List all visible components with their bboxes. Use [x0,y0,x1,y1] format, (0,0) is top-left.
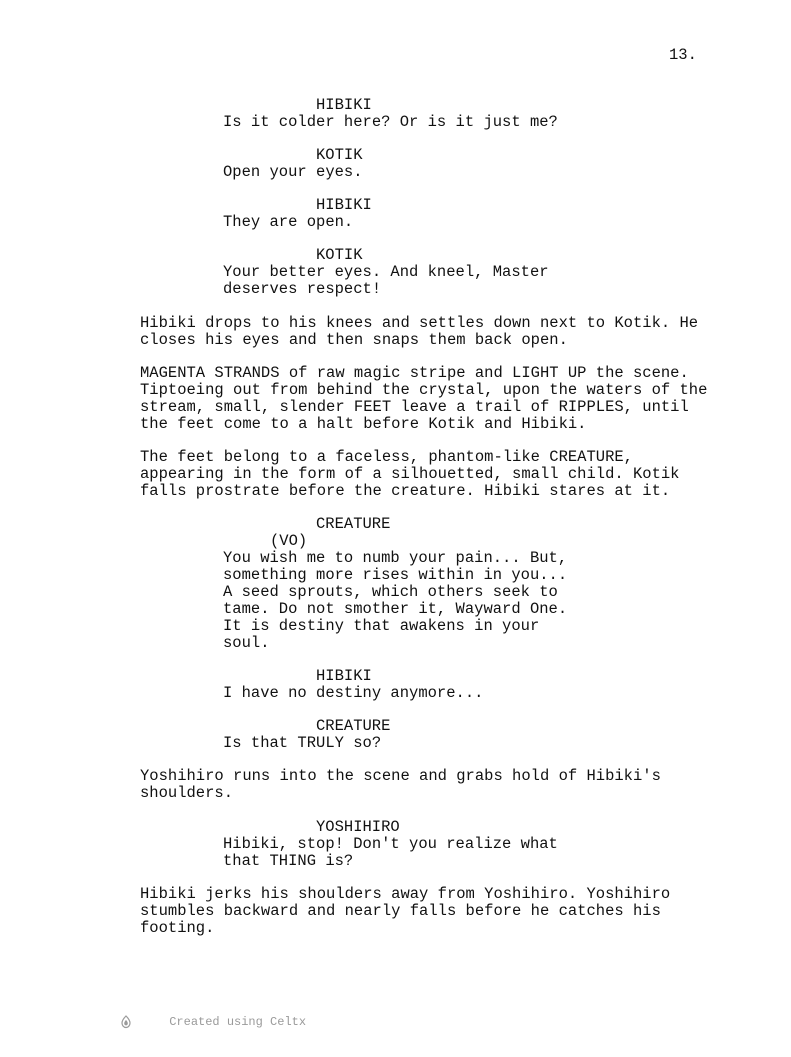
action-line: Tiptoeing out from behind the crystal, upon the waters of the [140,381,708,399]
character-name: KOTIK [316,146,363,164]
character-name: YOSHIHIRO [316,818,400,836]
parenthetical: (VO) [270,532,308,550]
action-line: Yoshihiro runs into the scene and grabs hold of Hibiki's [140,767,661,785]
dialogue-line: Open your eyes. [223,163,363,181]
dialogue-line: I have no destiny anymore... [223,684,484,702]
action-line: closes his eyes and then snaps them back open. [140,331,568,349]
action-line: shoulders. [140,784,234,802]
dialogue-line: tame. Do not smother it, Wayward One. [223,600,568,618]
dialogue-line: deserves respect! [223,280,382,298]
dialogue-line: It is destiny that awakens in your [223,617,540,635]
action-line: MAGENTA STRANDS of raw magic stripe and LIGHT UP the scene. [140,364,689,382]
dialogue-line: Is it colder here? Or is it just me? [223,113,558,131]
dialogue-line: You wish me to numb your pain... But, [223,549,568,567]
action-line: footing. [140,919,215,937]
action-line: The feet belong to a faceless, phantom-like CREATURE, [140,448,633,466]
action-line: the feet come to a halt before Kotik and Hibiki. [140,415,587,433]
character-name: HIBIKI [316,96,372,114]
dialogue-line: soul. [223,634,270,652]
action-line: stumbles backward and nearly falls before he catches his [140,902,661,920]
action-line: appearing in the form of a silhouetted, small child. Kotik [140,465,680,483]
dialogue-line: something more rises within in you... [223,566,568,584]
action-line: stream, small, slender FEET leave a trail of RIPPLES, until [140,398,689,416]
dialogue-line: A seed sprouts, which others seek to [223,583,558,601]
dialogue-line: Your better eyes. And kneel, Master [223,263,549,281]
action-line: Hibiki jerks his shoulders away from Yoshihiro. Yoshihiro [140,885,671,903]
celtx-logo-icon [120,987,163,1057]
page-number: 13. [669,46,697,64]
footer-text: Created using Celtx [169,1015,307,1029]
dialogue-line: that THING is? [223,852,354,870]
character-name: KOTIK [316,246,363,264]
action-line: falls prostrate before the creature. Hibiki stares at it. [140,482,671,500]
character-name: CREATURE [316,717,391,735]
character-name: HIBIKI [316,196,372,214]
action-line: Hibiki drops to his knees and settles down next to Kotik. He [140,314,699,332]
dialogue-line: They are open. [223,213,354,231]
dialogue-line: Is that TRULY so? [223,734,382,752]
dialogue-line: Hibiki, stop! Don't you realize what [223,835,558,853]
character-name: HIBIKI [316,667,372,685]
character-name: CREATURE [316,515,391,533]
footer [120,987,306,1057]
